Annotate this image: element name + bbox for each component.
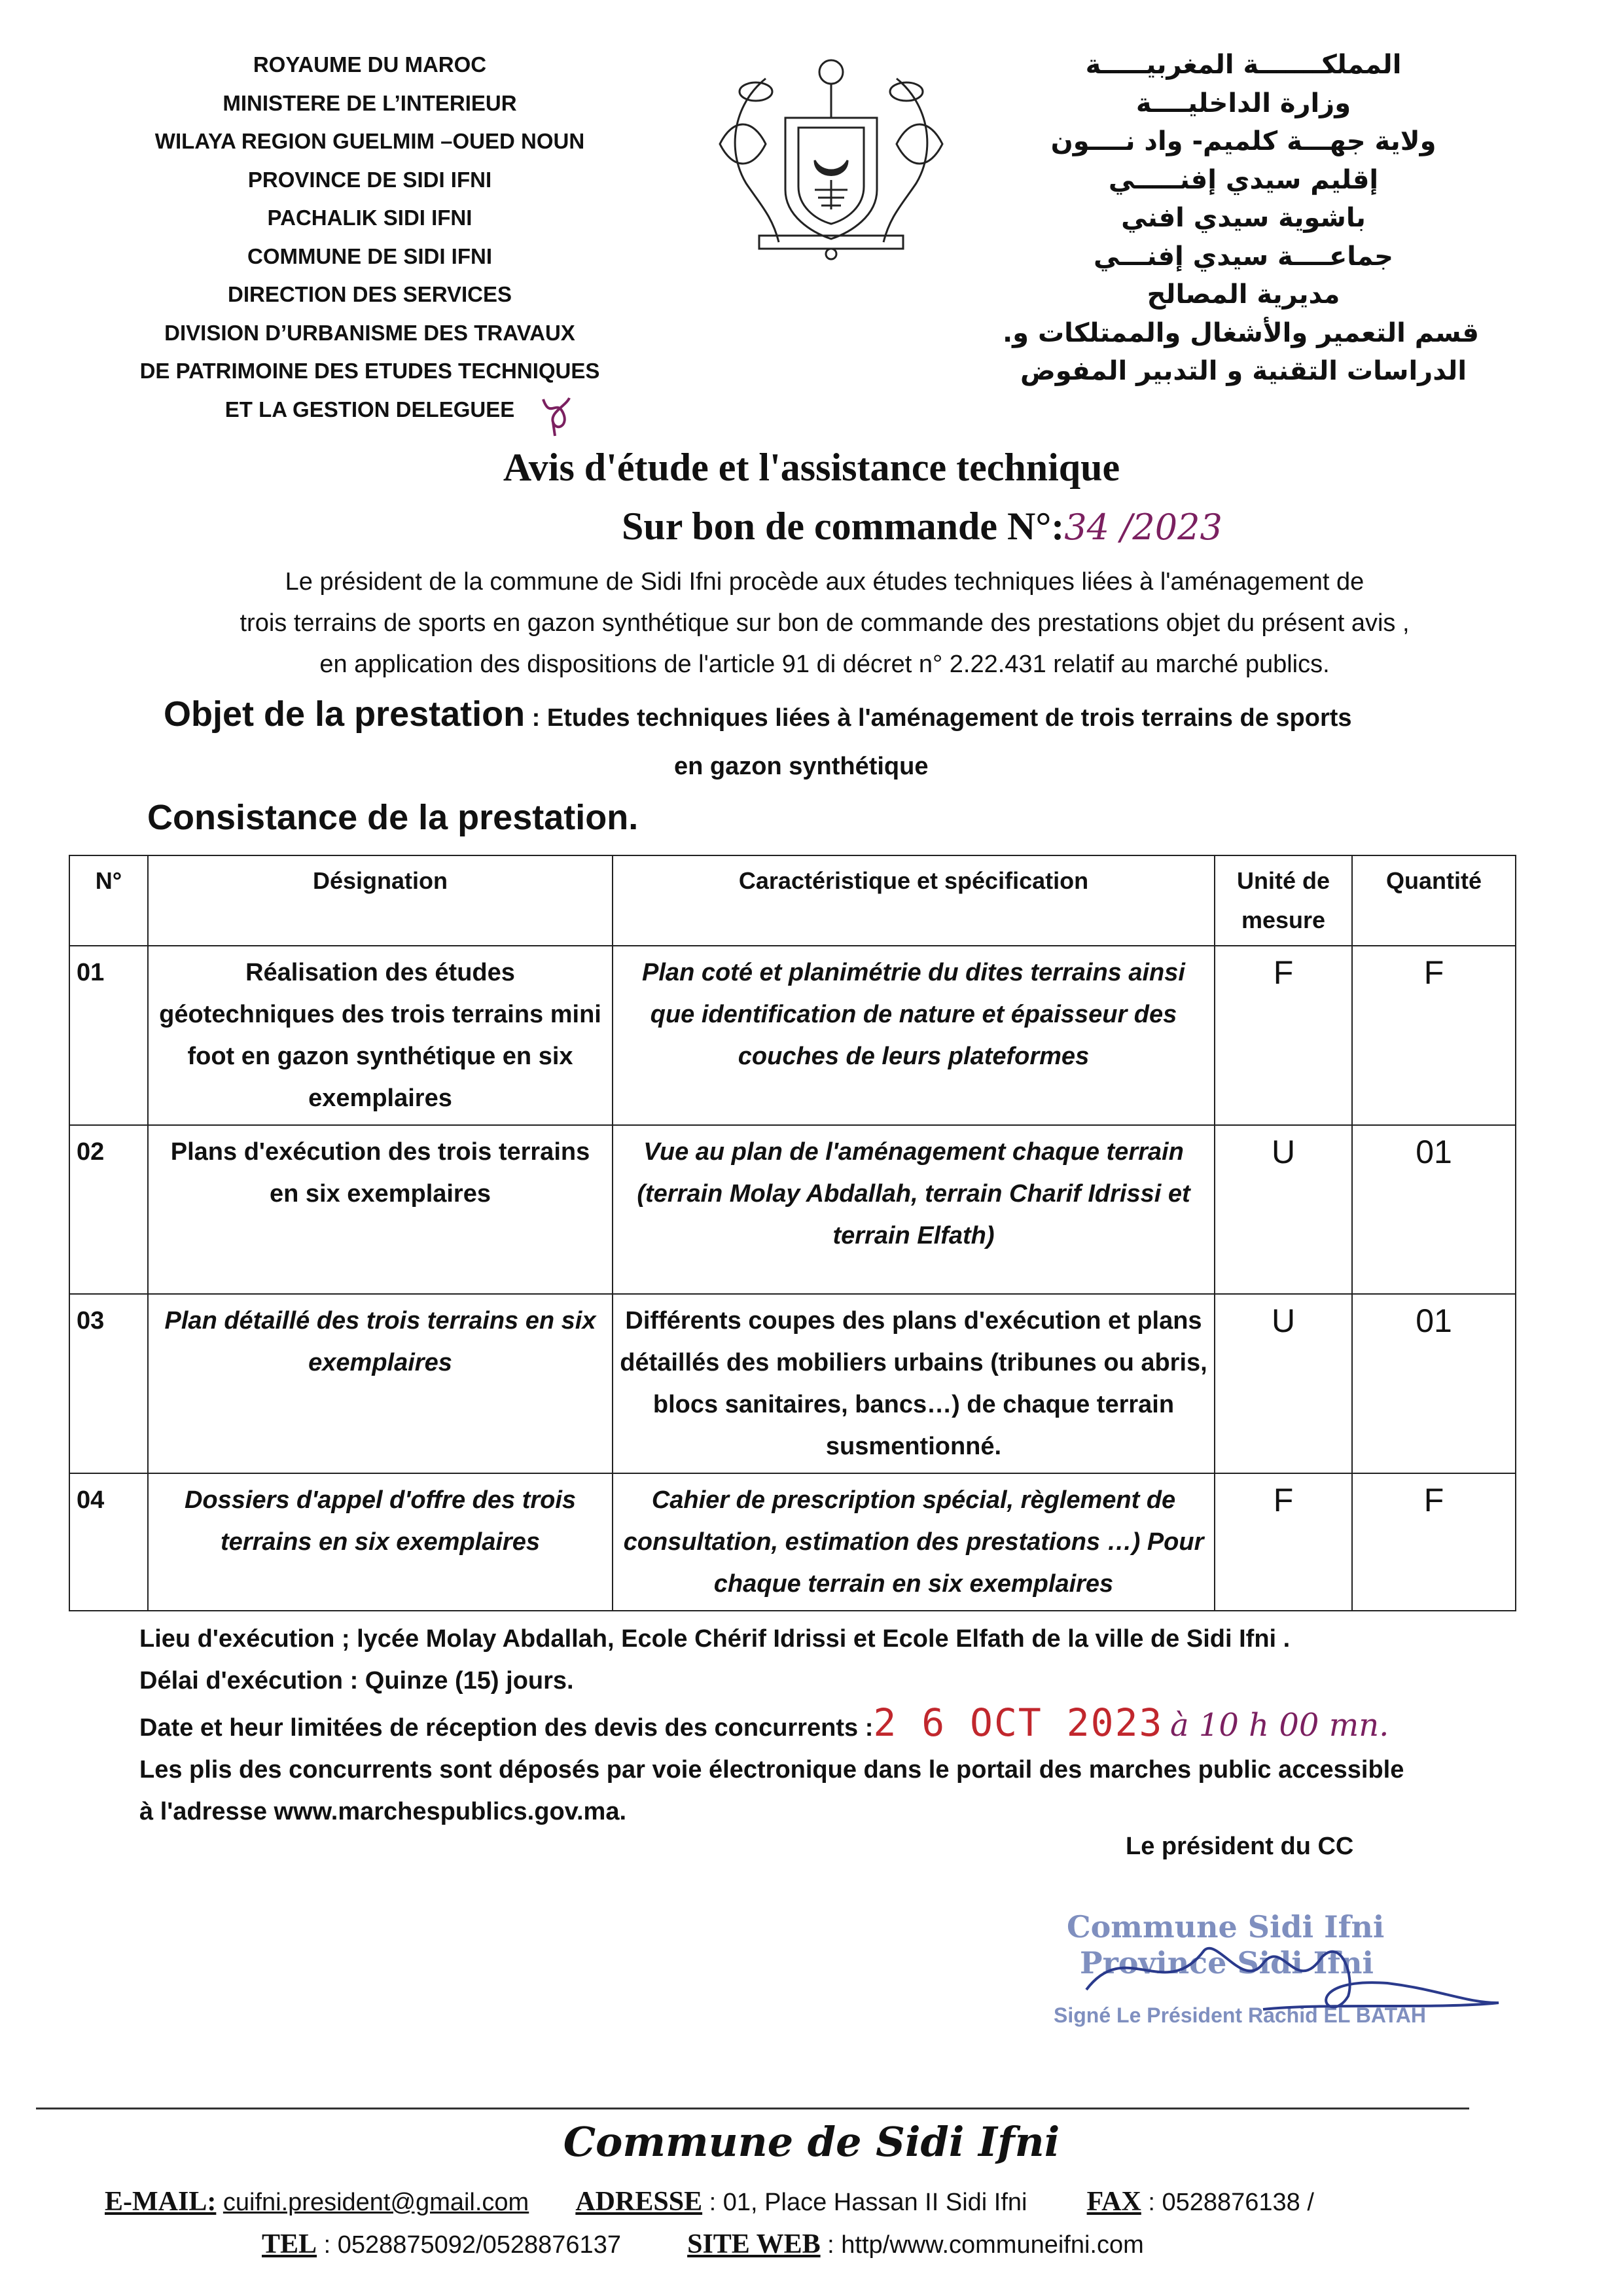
header-fr-line: PROVINCE DE SIDI IFNI [247, 167, 492, 192]
table-row [69, 1473, 1516, 1611]
email-label: E-MAIL: [105, 2187, 217, 2217]
fax-label: FAX [1086, 2187, 1141, 2217]
row-caracteristique: Différents coupes des plans d'exécution et plans détaillés des mobiliers urbains (tribunes ou abris, blocs sanitaires, bancs…) de chaque terrain susmentionné. [613, 1294, 1215, 1473]
adresse-label: ADRESSE [575, 2187, 703, 2217]
signature-stamp [1047, 1898, 1505, 2055]
stamp-line-3: Signé Le Président Rachid EL BATAH [1054, 2003, 1426, 2027]
document-title: Avis d'étude et l'assistance technique [503, 446, 1120, 489]
header-fr-line: ROYAUME DU MAROC [253, 52, 487, 77]
table-row [69, 1125, 1516, 1294]
president-title: Le président du CC [1126, 1833, 1354, 1860]
time-handwritten: à 10 h 00 mn. [1169, 1707, 1389, 1744]
date-stamp: 2 6 OCT 2023 [873, 1700, 1164, 1745]
row-quantite: F [1352, 1473, 1516, 1611]
row-quantite: F [1352, 946, 1516, 1125]
email-link[interactable]: cuifni.president@gmail.com [223, 2189, 529, 2216]
header-arabic [1002, 46, 1479, 391]
header-ar-line: المملكـــــــة المغربيـــــة [1085, 50, 1402, 80]
header-designation: Désignation [148, 855, 613, 946]
row-num: 04 [69, 1473, 148, 1611]
header-fr-line: MINISTERE DE L’INTERIEUR [223, 90, 517, 115]
objet-text-continued: en gazon synthétique [674, 753, 929, 780]
row-designation: Plan détaillé des trois terrains en six exemplaires [148, 1294, 613, 1473]
consistance-heading: Consistance de la prestation. [147, 798, 639, 837]
header-fr-line: DE PATRIMOINE DES ETUDES TECHNIQUES [139, 359, 600, 383]
row-caracteristique: Plan coté et planimétrie du dites terrains ainsi que identification de nature et épaisseur des couches de leurs plateformes [613, 946, 1215, 1125]
header-ar-line: مديرية المصالح [1147, 279, 1340, 310]
date-limite-line [139, 1702, 1546, 1749]
header-ar-line: قسم التعمير والأشغال والممتلكات و. [1002, 317, 1479, 348]
row-num: 02 [69, 1125, 148, 1294]
objet-label: Objet de la prestation [164, 694, 526, 734]
table-row [69, 946, 1516, 1125]
table-header-row [69, 855, 1516, 946]
tel-label: TEL [262, 2229, 317, 2259]
header-ar-line: باشوية سيدي افني [1121, 203, 1366, 233]
coat-of-arms-emblem [694, 46, 969, 262]
row-quantite: 01 [1352, 1294, 1516, 1473]
header-ar-line: الدراسات التقنية و التدبير المفوض [1020, 356, 1467, 386]
row-caracteristique: Cahier de prescription spécial, règlement de consultation, estimation des prestations …) Pour chaque terrain en six exemplaires [613, 1473, 1215, 1611]
header-num: N° [69, 855, 148, 946]
header-fr-line: ET LA GESTION DELEGUEE [224, 397, 515, 422]
header-fr-line: COMMUNE DE SIDI IFNI [247, 243, 492, 268]
header-fr-line: PACHALIK SIDI IFNI [267, 206, 473, 230]
row-designation: Plans d'exécution des trois terrains en six exemplaires [148, 1125, 613, 1294]
delai-execution: Délai d'exécution : Quinze (15) jours. [139, 1667, 574, 1695]
order-number-line [622, 504, 1222, 549]
header-ar-line: إقليم سيدي إفنـــــي [1108, 164, 1379, 195]
order-number-handwritten: 34 /2023 [1064, 507, 1222, 548]
handwritten-initial-mark [537, 393, 576, 439]
row-caracteristique: Vue au plan de l'aménagement chaque terrain (terrain Molay Abdallah, terrain Charif Idrissi et terrain Elfath) [613, 1125, 1215, 1294]
header-fr-line: WILAYA REGION GUELMIM –OUED NOUN [154, 129, 585, 153]
site-link[interactable]: : http/www.communeifni.com [827, 2231, 1144, 2259]
footer-contact-line-1 [105, 2186, 1314, 2217]
date-limite-label: Date et heur limitées de réception des devis des concurrents : [139, 1714, 874, 1742]
footer-contact-line-2 [262, 2229, 1144, 2260]
adresse-value: : 01, Place Hassan II Sidi Ifni [709, 2189, 1027, 2216]
header-quantite: Quantité [1352, 855, 1516, 946]
objet-text: : Etudes techniques liées à l'aménagement de trois terrains de sports [525, 704, 1352, 732]
header-unite: Unité de mesure [1215, 855, 1352, 946]
header-fr-line: DIVISION D’URBANISME DES TRAVAUX [164, 320, 575, 345]
execution-details [139, 1618, 1546, 1833]
lieu-execution: Lieu d'exécution ; lycée Molay Abdallah, Ecole Chérif Idrissi et Ecole Elfath de la ville de Sidi Ifni . [139, 1625, 1291, 1653]
row-unite: F [1215, 946, 1352, 1125]
row-num: 03 [69, 1294, 148, 1473]
footer-divider [36, 2108, 1469, 2109]
plis-line: à l'adresse www.marchespublics.gov.ma. [139, 1798, 627, 1825]
objet-line [164, 694, 1538, 734]
header-caracteristique: Caractéristique et spécification [613, 855, 1215, 946]
plis-line: Les plis des concurrents sont déposés par voie électronique dans le portail des marches public accessible [139, 1756, 1404, 1784]
table-row [69, 1294, 1516, 1473]
order-number-label: Sur bon de commande N°: [622, 505, 1065, 548]
intro-line: en application des dispositions de l'article 91 di décret n° 2.22.431 relatif au marché publics. [319, 651, 1330, 678]
row-num: 01 [69, 946, 148, 1125]
intro-line: trois terrains de sports en gazon synthétique sur bon de commande des prestations objet du présent avis , [240, 609, 1410, 637]
intro-line: Le président de la commune de Sidi Ifni procède aux études techniques liées à l'aménagement de [285, 568, 1364, 596]
row-designation: Réalisation des études géotechniques des trois terrains mini foot en gazon synthétique en six exemplaires [148, 946, 613, 1125]
header-french [98, 46, 641, 429]
row-designation: Dossiers d'appel d'offre des trois terrains en six exemplaires [148, 1473, 613, 1611]
site-label: SITE WEB [687, 2229, 821, 2259]
fax-value: : 0528876138 / [1148, 2189, 1314, 2216]
header-ar-line: ولاية جهـــة كلميم- واد نــــون [1050, 126, 1436, 156]
header-ar-line: وزارة الداخليــــة [1135, 88, 1351, 118]
row-quantite: 01 [1352, 1125, 1516, 1294]
row-unite: U [1215, 1294, 1352, 1473]
row-unite: U [1215, 1125, 1352, 1294]
header-ar-line: جماعــــة سيدي إفنـــي [1094, 241, 1393, 272]
footer-commune-name: Commune de Sidi Ifni [563, 2118, 1060, 2166]
intro-paragraph [137, 562, 1512, 685]
stamp-line-1: Commune Sidi Ifni [1067, 1909, 1385, 1945]
row-unite: F [1215, 1473, 1352, 1611]
tel-value: : 0528875092/0528876137 [323, 2231, 621, 2259]
stamp-line-2: Province Sidi Ifni [1080, 1945, 1374, 1981]
prestation-table [69, 855, 1516, 1611]
header-fr-line: DIRECTION DES SERVICES [228, 282, 512, 306]
